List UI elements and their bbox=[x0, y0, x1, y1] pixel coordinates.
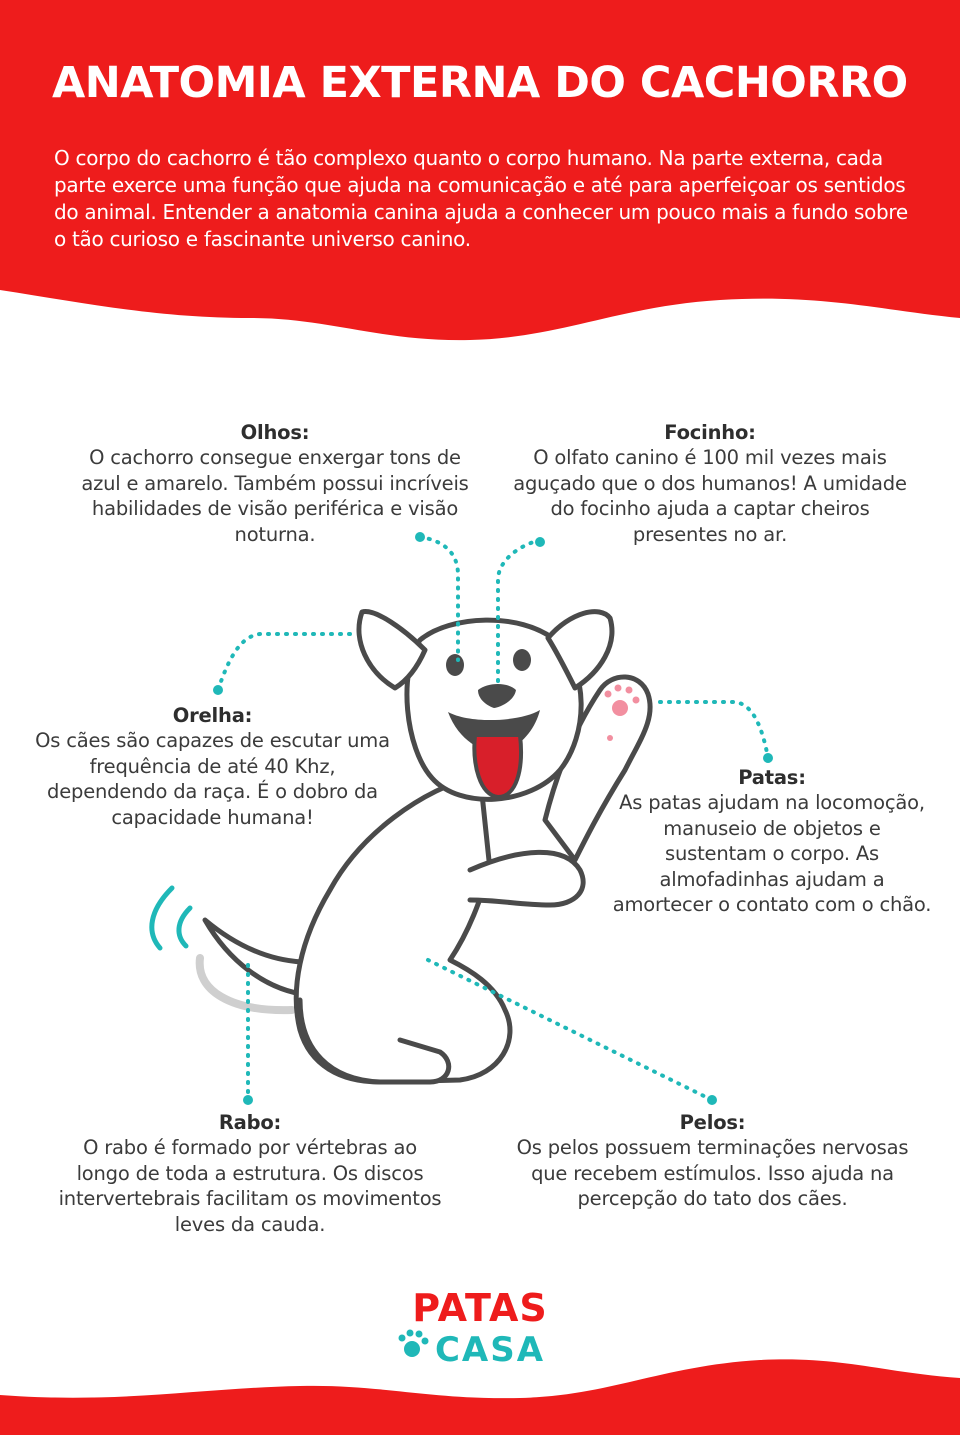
wag-mark-outer bbox=[152, 888, 172, 948]
part-orelha bbox=[30, 703, 395, 830]
part-rabo-title: Rabo: bbox=[218, 1111, 282, 1134]
left-eye bbox=[446, 654, 464, 676]
logo-paw-icon bbox=[399, 1330, 429, 1358]
part-patas-text: As patas ajudam na locomoção, manuseio de objetos e sustentam o corpo. As almofadinhas ajudam a amortecer o contato com o chão. bbox=[612, 791, 932, 916]
wag-marks bbox=[152, 888, 292, 1010]
connector-patas bbox=[660, 702, 768, 758]
part-olhos bbox=[70, 420, 480, 547]
part-olhos-title: Olhos: bbox=[240, 421, 310, 444]
logo-line2: CASA bbox=[434, 1330, 546, 1370]
part-pelos-title: Pelos: bbox=[679, 1111, 746, 1134]
part-focinho bbox=[510, 420, 910, 547]
connector-orelha bbox=[218, 634, 350, 690]
page-title: ANATOMIA EXTERNA DO CACHORRO bbox=[52, 58, 908, 108]
logo-line1: PATAS bbox=[412, 1286, 548, 1330]
patas-casa-logo bbox=[360, 1283, 600, 1373]
part-patas-title: Patas: bbox=[738, 766, 806, 789]
part-rabo bbox=[55, 1110, 445, 1237]
part-orelha-title: Orelha: bbox=[172, 704, 253, 727]
part-pelos-text: Os pelos possuem terminações nervosas que recebem estímulos. Isso ajuda na percepção do tato dos cães. bbox=[516, 1136, 909, 1210]
intro-text: O corpo do cachorro é tão complexo quanto o corpo humano. Na parte externa, cada parte exerce uma função que ajuda na comunicação e até para aperfeiçoar os sentidos do animal. Entender a anatomia canina ajuda a conhecer um pouco mais a fundo sobre o tão curioso e fascinante universo canino. bbox=[54, 146, 908, 251]
right-eye bbox=[513, 649, 531, 671]
part-focinho-text: O olfato canino é 100 mil vezes mais aguçado que o dos humanos! A umidade do focinho ajuda a captar cheiros presentes no ar. bbox=[513, 446, 907, 546]
part-orelha-text: Os cães são capazes de escutar uma frequência de até 40 Khz, dependendo da raça. É o dobro da capacidade humana! bbox=[35, 729, 390, 829]
part-focinho-title: Focinho: bbox=[664, 421, 756, 444]
tail bbox=[205, 920, 308, 995]
wag-mark-inner bbox=[179, 908, 190, 946]
part-olhos-text: O cachorro consegue enxergar tons de azul e amarelo. Também possui incríveis habilidades de visão periférica e visão noturna. bbox=[81, 446, 469, 546]
part-patas bbox=[612, 765, 932, 918]
part-rabo-text: O rabo é formado por vértebras ao longo de toda a estrutura. Os discos intervertebrais facilitam os movimentos leves da cauda. bbox=[58, 1136, 442, 1236]
part-pelos bbox=[505, 1110, 920, 1212]
